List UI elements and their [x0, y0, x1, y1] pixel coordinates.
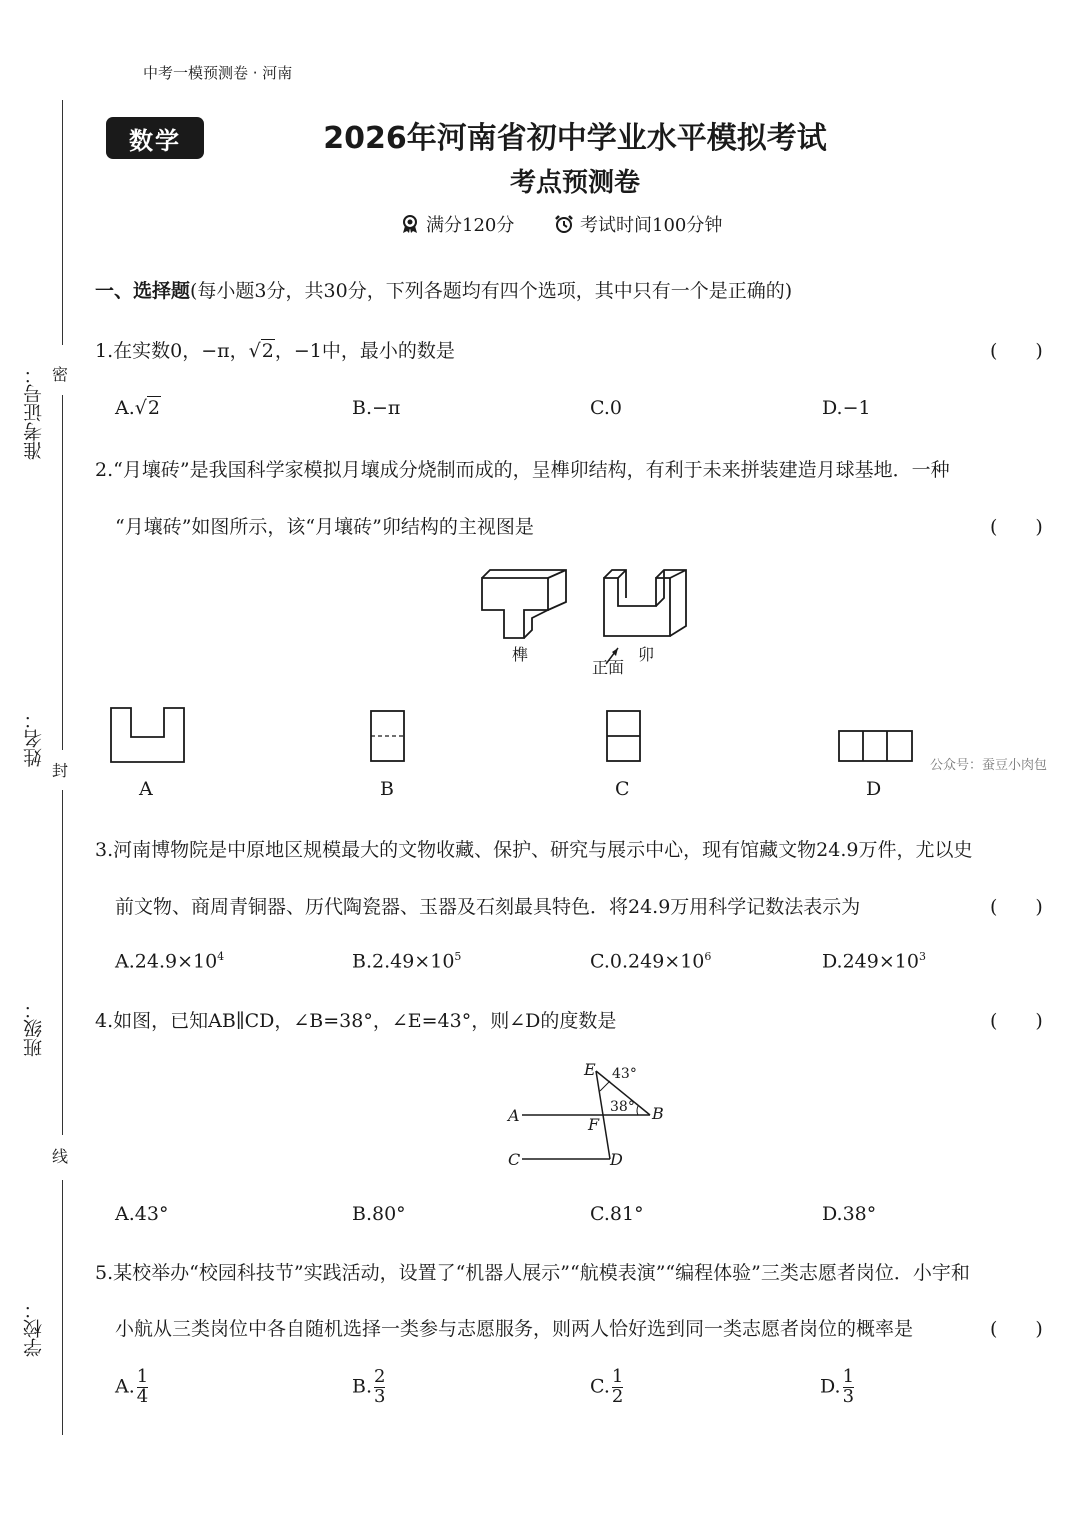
exam-time	[554, 211, 722, 237]
angle-e-arc	[600, 1081, 610, 1091]
q1-number: 1.	[95, 340, 114, 362]
q1-text-b: ，−1中，最小的数是	[274, 340, 455, 362]
q4-option-c[interactable]: C.81°	[590, 1203, 644, 1225]
q5-number: 5.	[95, 1262, 114, 1284]
q3-option-d-exp: 3	[918, 950, 926, 963]
medal-icon	[400, 214, 420, 234]
q4-label-e: E	[584, 1060, 596, 1079]
q5-option-b[interactable]	[352, 1368, 385, 1407]
q3-option-a-base: A.24.9×10	[115, 950, 218, 973]
q4-label-d: D	[610, 1150, 623, 1169]
q1-text-a: 在实数0，−π，	[113, 340, 249, 362]
q1-answer-paren[interactable]: ( )	[990, 340, 1043, 362]
tenon-figure	[482, 570, 566, 638]
q4-option-b[interactable]: B.80°	[352, 1203, 406, 1225]
q2-option-d-figure[interactable]	[836, 728, 916, 764]
q5-option-d-fraction	[843, 1368, 854, 1407]
binding-line-4	[62, 1180, 63, 1435]
q5-option-c[interactable]	[590, 1368, 623, 1407]
watermark: 公众号：蚕豆小肉包	[930, 758, 1048, 773]
q1-option-b[interactable]: B.−π	[352, 397, 401, 419]
q5-option-a-num: 1	[136, 1366, 149, 1387]
q5-answer-paren[interactable]: ( )	[990, 1318, 1043, 1340]
section-instruction: (每小题3分，共30分，下列各题均有四个选项，其中只有一个是正确的)	[190, 280, 793, 302]
q3-option-c[interactable]	[590, 950, 711, 972]
label-name: 姓名：	[23, 710, 45, 767]
q2-answer-paren[interactable]: ( )	[990, 516, 1043, 538]
binding-line-2	[62, 395, 63, 750]
exam-time-text: 考试时间100分钟	[580, 215, 723, 236]
seal-char-xian: 线	[52, 1147, 69, 1166]
exam-series: 中考一模预测卷 · 河南	[143, 64, 293, 82]
q4-option-d[interactable]: D.38°	[822, 1203, 877, 1225]
q1-option-c[interactable]: C.0	[590, 397, 622, 419]
q2-label-front: 正面	[592, 658, 625, 677]
q3-option-d[interactable]	[822, 950, 926, 972]
label-class: 班级：	[23, 1000, 45, 1057]
q5-option-c-prefix: C.	[590, 1375, 610, 1398]
page-subtitle: 考点预测卷	[509, 168, 640, 198]
q4-answer-paren[interactable]: ( )	[990, 1010, 1043, 1032]
q5-option-c-den: 2	[611, 1385, 624, 1407]
q4-label-angle-e: 43°	[612, 1066, 637, 1082]
full-score	[400, 211, 514, 237]
q3-option-d-base: D.249×10	[822, 950, 919, 973]
mortise-figure	[604, 570, 686, 636]
q4-label-angle-b: 38°	[610, 1099, 635, 1115]
q2-number: 2.	[95, 459, 114, 481]
q1-option-a[interactable]: A.√2	[115, 397, 160, 419]
binding-line-1	[62, 100, 63, 345]
q3-line-2: 前文物、商周青铜器、历代陶瓷器、玉器及石刻最具特色．将24.9万用科学记数法表示为	[115, 896, 861, 918]
q2-option-c-figure[interactable]	[604, 708, 644, 764]
q3-option-c-base: C.0.249×10	[590, 950, 705, 973]
q5-option-a-fraction	[137, 1368, 148, 1407]
q2-line-2: “月壤砖”如图所示，该“月壤砖”卯结构的主视图是	[115, 516, 534, 538]
q2-option-b-label: B	[380, 778, 394, 800]
seal-char-feng: 封	[52, 761, 69, 780]
q4-label-a: A	[508, 1106, 520, 1125]
q5-option-d-prefix: D.	[820, 1375, 841, 1398]
q2-line-1: “月壤砖”是我国科学家模拟月壤成分烧制而成的，呈榫卯结构，有利于未来拼装建造月球基地．一种	[113, 459, 950, 481]
q4-label-c: C	[508, 1150, 521, 1169]
section-heading	[95, 276, 792, 303]
section-title: 一、选择题	[95, 280, 191, 302]
seal-char-mi: 密	[52, 365, 69, 384]
label-exam-id: 准考证号：	[23, 365, 45, 460]
angle-b-arc	[637, 1106, 638, 1115]
q1-option-a-prefix: A.	[115, 397, 135, 419]
q1-option-a-sqrt: 2	[147, 397, 160, 419]
q5-option-b-num: 2	[374, 1366, 386, 1387]
q5-option-a-prefix: A.	[115, 1375, 135, 1398]
q3-option-a-exp: 4	[217, 950, 225, 963]
question-2-line-1	[95, 455, 950, 482]
q3-option-a[interactable]	[115, 950, 224, 972]
binding-line-3	[62, 790, 63, 1135]
q5-option-d[interactable]	[820, 1368, 854, 1407]
q5-option-a-den: 4	[136, 1385, 149, 1407]
q3-option-b[interactable]	[352, 950, 461, 972]
q3-option-c-exp: 6	[704, 950, 712, 963]
q5-option-b-den: 3	[374, 1385, 386, 1407]
q4-option-a[interactable]: A.43°	[115, 1203, 169, 1225]
q5-option-c-fraction	[612, 1368, 623, 1407]
q3-number: 3.	[95, 839, 114, 861]
q5-line-1: 某校举办“校园科技节”实践活动，设置了“机器人展示”“航模表演”“编程体验”三类志愿者岗位．小宇和	[113, 1262, 970, 1284]
q2-figure-brick	[470, 560, 710, 680]
question-5-line-1	[95, 1258, 970, 1285]
question-3-line-1	[95, 835, 972, 862]
q5-option-b-fraction	[374, 1368, 385, 1407]
q2-option-a-label: A	[139, 778, 153, 800]
q2-label-tenon: 榫	[512, 645, 529, 664]
q5-option-b-prefix: B.	[352, 1375, 373, 1398]
q5-option-d-den: 3	[842, 1385, 855, 1407]
q5-line-2: 小航从三类岗位中各自随机选择一类参与志愿服务，则两人恰好选到同一类志愿者岗位的概率是	[115, 1318, 914, 1340]
q5-option-a[interactable]	[115, 1368, 148, 1407]
q2-option-b-figure[interactable]	[368, 708, 408, 764]
page-title: 2026年河南省初中学业水平模拟考试	[323, 121, 827, 156]
full-score-text: 满分120分	[426, 215, 515, 236]
label-school: 学校：	[23, 1300, 45, 1357]
question-1: 1.在实数0，−π，√2，−1中，最小的数是	[95, 340, 455, 362]
q4-number: 4.	[95, 1010, 114, 1032]
q2-option-a-figure[interactable]	[108, 705, 188, 765]
q4-label-f: F	[588, 1115, 600, 1134]
subject-badge: 数学	[106, 117, 204, 159]
q1-sqrt-arg: 2	[261, 340, 274, 362]
q5-option-d-num: 1	[842, 1366, 855, 1387]
q4-text: 如图，已知AB∥CD，∠B=38°，∠E=43°，则∠D的度数是	[113, 1010, 617, 1032]
q3-option-b-base: B.2.49×10	[352, 950, 455, 973]
q4-label-b: B	[652, 1104, 664, 1123]
question-4	[95, 1006, 616, 1033]
q3-option-b-exp: 5	[454, 950, 462, 963]
q3-answer-paren[interactable]: ( )	[990, 896, 1043, 918]
q1-option-d[interactable]: D.−1	[822, 397, 871, 419]
q5-option-c-num: 1	[611, 1366, 624, 1387]
q2-label-mortise: 卯	[638, 645, 655, 664]
q3-line-1: 河南博物院是中原地区规模最大的文物收藏、保护、研究与展示中心，现有馆藏文物24.9万件，尤以史	[113, 839, 973, 861]
q2-option-c-label: C	[615, 778, 630, 800]
alarm-clock-icon	[554, 214, 574, 234]
q2-option-d-label: D	[866, 778, 882, 800]
